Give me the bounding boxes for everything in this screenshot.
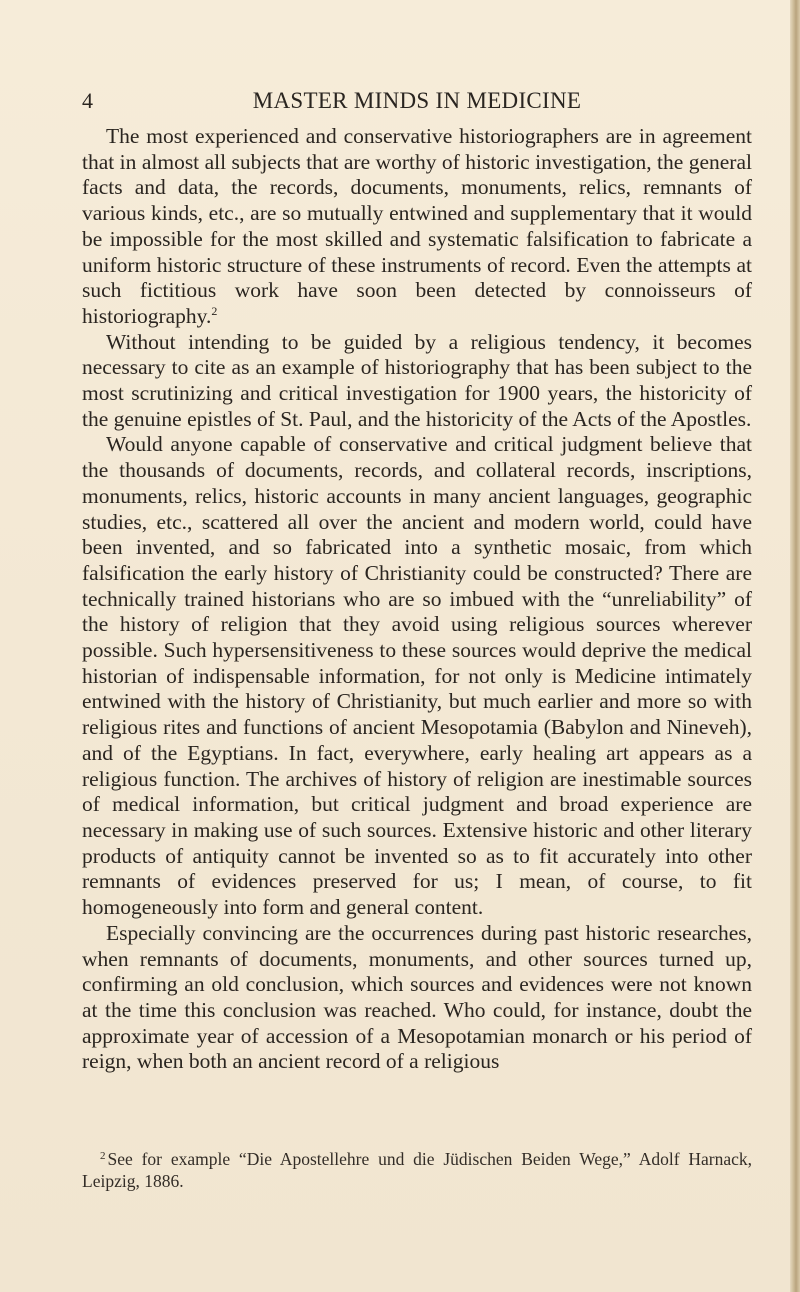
footnote [82, 1148, 752, 1192]
footnote-text: See for example “Die Apostellehre und die Jüdischen Beiden Wege,” Adolf Harnack, Leipzig, 1886. [82, 1149, 752, 1191]
page-binding-edge [790, 0, 800, 1292]
paragraph: Without intending to be guided by a religious tendency, it becomes necessary to cite as an example of historiography that has been subject to the most scrutinizing and critical investigation for 1900 years, the historicity of the genuine epistles of St. Paul, and the historicity of the Acts of the Apostles. [82, 329, 752, 431]
paragraph: Would anyone capable of conservative and critical judgment believe that the thousands of documents, records, and collateral records, inscriptions, monuments, relics, historic accounts in many ancient languages, geographic studies, etc., scattered all over the ancient and modern world, could have been invented, and so fabricated into a synthetic mosaic, from which falsification the early history of Christianity could be constructed? There are technically trained historians who are so imbued with the “unreliability” of the history of religion that they avoid using religious sources wherever possible. Such hypersensitiveness to these sources would deprive the medical historian of indispensable information, for not only is Medicine intimately entwined with the history of Christianity, but much earlier and more so with religious rites and functions of ancient Mesopotamia (Babylon and Nineveh), and of the Egyptians. In fact, everywhere, early healing art appears as a religious function. The archives of history of religion are inestimable sources of medical information, but critical judgment and broad experience are necessary in making use of such sources. Extensive historic and other literary products of antiquity cannot be invented so as to fit accurately into other remnants of evidences preserved for us; I mean, of course, to fit homogeneously into form and general content. [82, 432, 752, 920]
paragraph: Especially convincing are the occurrences during past historic researches, when remnants of documents, monuments, and other sources turned up, confirming an old conclusion, which sources and evidences were not known at the time this conclusion was reached. Who could, for instance, doubt the approximate year of accession of a Mesopotamian monarch or his period of reign, when both an ancient record of a religious [82, 920, 752, 1074]
page-number: 4 [82, 88, 93, 113]
running-title: MASTER MINDS IN MEDICINE [252, 88, 582, 113]
footnotes [82, 1148, 752, 1192]
footnote-marker: 2 [100, 1150, 106, 1162]
running-head [82, 86, 752, 116]
paragraph [82, 124, 752, 330]
paragraph-text: The most experienced and conservative historiographers are in agreement that in almost all subjects that are worthy of historic investigation, the general facts and data, the records, documents, monuments, relics, remnants of various kinds, etc., are so mutually entwined and supplementary that it would be impossible for the most skilled and systematic falsification to fabricate a uniform historic structure of these instruments of record. Even the attempts at such fictitious work have soon been detected by connoisseurs of historiography. [82, 124, 752, 328]
body-text [82, 124, 752, 1075]
footnote-reference[interactable]: 2 [211, 303, 218, 318]
